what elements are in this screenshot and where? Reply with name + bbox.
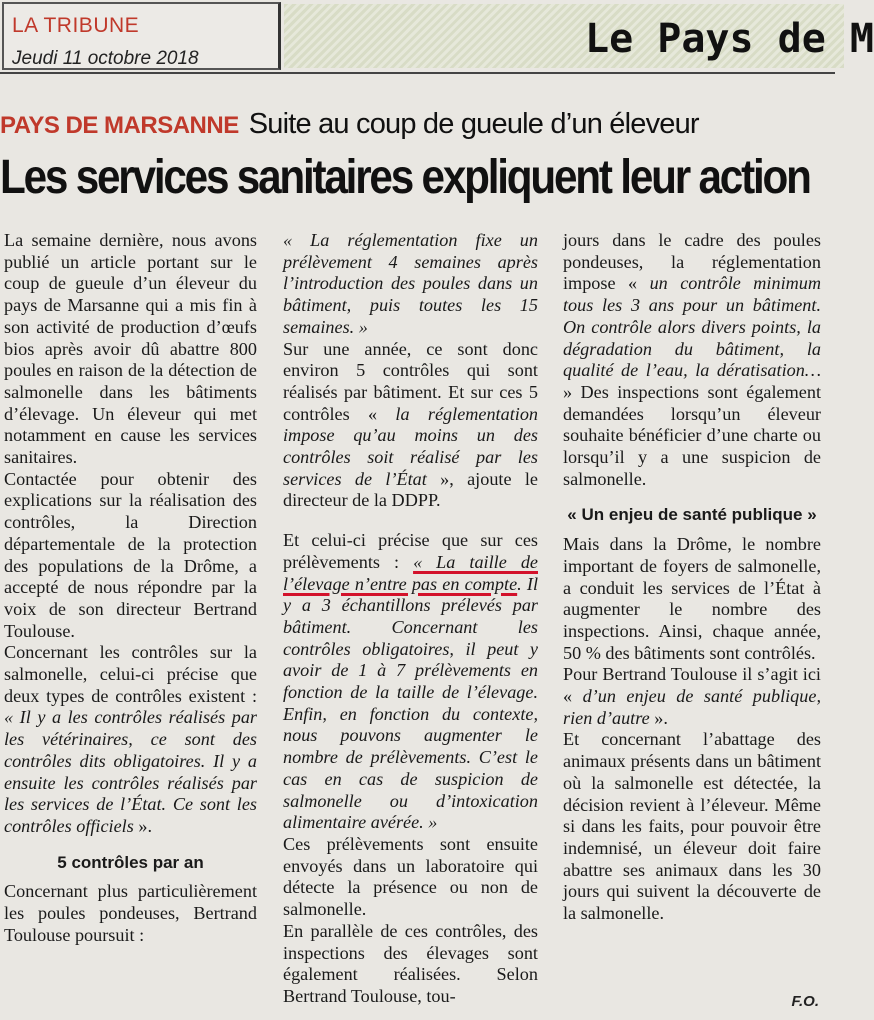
paragraph: La semaine dernière, nous avons publié un article portant sur le coup de gueule d’un éleveur du pays de Marsanne qui a mis fin à son activité de production d’œufs bios après avoir dû abattre 800 poules en raison de la détection de salmonelle dans les bâtiments d’élevage. Un éleveur qui met notamment en cause les services sanitaires. — [4, 230, 257, 468]
paragraph-text: », ajoute le directeur de la DDPP. — [283, 468, 538, 511]
paragraph-text: » Des inspections sont également demandées lorsqu’un éleveur souhaite bénéficier d’une charte ou lorsqu’il y a une suspicion de salmonelle. — [563, 381, 821, 489]
article-column-1 — [4, 230, 257, 947]
subheading: 5 contrôles par an — [57, 852, 204, 872]
quote: « Il y a les contrôles réalisés par les vétérinaires, ce sont des contrôles dits obligatoires. Il y a ensuite les contrôles réalisés par les services de l’État. Ce sont les contrôles officiels — [4, 707, 257, 836]
quote: la réglementation impose qu’au moins un des contrôles soit réalisé par les services de l’État — [283, 403, 539, 489]
author-signature: F.O. — [791, 993, 819, 1010]
paragraph: Mais dans la Drôme, le nombre important de foyers de salmonelle, a conduit les services de l’État à augmenter le nombre des inspections. Ainsi, chaque année, 50 % des bâtiments sont contrôlés. — [563, 534, 821, 663]
masthead — [0, 0, 874, 72]
kicker-row — [0, 108, 699, 141]
paragraph — [283, 530, 538, 834]
quote: « La réglementation fixe un prélèvement 4 semaines après l’introduction des poules dans un bâtiment, puis toutes les 15 semaines. » — [283, 230, 538, 337]
kicker-subtitle: Suite au coup de gueule d’un éleveur — [248, 108, 699, 140]
paragraph: Contactée pour obtenir des explications sur la réalisation des contrôles, la Direction départementale de la protection des populations de la Drôme, a accepté de nous répondre par la voix de son directeur Bertrand Toulouse. — [4, 468, 257, 641]
paragraph-text: Et celui-ci précise que sur ces prélèvements : — [283, 530, 538, 572]
article-column-3 — [563, 230, 821, 925]
section-name: Le Pays de M — [585, 16, 874, 62]
quote: . Il y a 3 échantillons prélevés par bâtiment. Concernant les contrôles obligatoires, il peut y avoir de 1 à 7 prélèvements en fonction de la taille de l’élevage. Enfin, en fonction du contexte, nous pouvons augmenter le nombre de prélèvements. C’est le cas en cas de suspicion de salmonelle ou d’intoxication alimentaire avérée. » — [283, 573, 538, 833]
paragraph: Et concernant l’abattage des animaux présents dans un bâtiment où la salmonelle est détectée, la décision revient à l’éleveur. Même si dans les faits, pour pouvoir être indemnisé, un éleveur doit faire abattre ses animaux dans les 30 jours qui suivent la découverte de la salmonelle. — [563, 729, 821, 924]
paragraph — [283, 339, 538, 513]
publication-date: Jeudi 11 octobre 2018 — [12, 48, 199, 69]
subheading: « Un enjeu de santé publique » — [567, 505, 817, 525]
article-column-2 — [283, 230, 538, 1008]
kicker: PAYS DE MARSANNE — [0, 112, 239, 139]
paper-name: LA TRIBUNE — [12, 14, 140, 37]
underlined-quote: « La taille de l’élevage n’entre pas en compte — [283, 551, 538, 594]
paragraph — [563, 230, 821, 490]
paragraph-text: ». — [649, 707, 668, 728]
paragraph — [563, 664, 821, 729]
headline: Les services sanitaires expliquent leur action — [0, 151, 810, 204]
paragraph-text: jours dans le cadre des poules pondeuses, la réglementation impose « — [563, 230, 821, 294]
paragraph: Ces prélèvements sont ensuite envoyés dans un laboratoire qui détecte la présence ou non de salmonelle. — [283, 833, 538, 920]
quote: d’un enjeu de santé publique, rien d’autre — [563, 686, 821, 728]
paragraph: En parallèle de ces contrôles, des inspections des élevages sont également réalisées. Selon Bertrand Toulouse, tou- — [283, 920, 538, 1006]
paragraph: Concernant plus particulièrement les poules pondeuses, Bertrand Toulouse poursuit : — [4, 881, 257, 945]
paragraph-text: ». — [133, 815, 153, 836]
masthead-box — [2, 2, 281, 70]
paragraph-text: Pour Bertrand Toulouse il s’agit ici « — [563, 664, 821, 707]
paragraph-text: Sur une année, ce sont donc environ 5 contrôles qui sont réalisés par bâtiment. Et sur ces 5 contrôles « — [283, 338, 538, 424]
quote: un contrôle minimum tous les 3 ans pour un bâtiment. On contrôle alors divers points, la dégradation du bâtiment, la qualité de l’eau, la dératisation… — [563, 273, 821, 381]
masthead-rule — [0, 72, 835, 74]
paragraph — [4, 642, 257, 837]
paragraph-text: Concernant les contrôles sur la salmonelle, celui-ci précise que deux types de contrôles existent : — [4, 642, 257, 706]
